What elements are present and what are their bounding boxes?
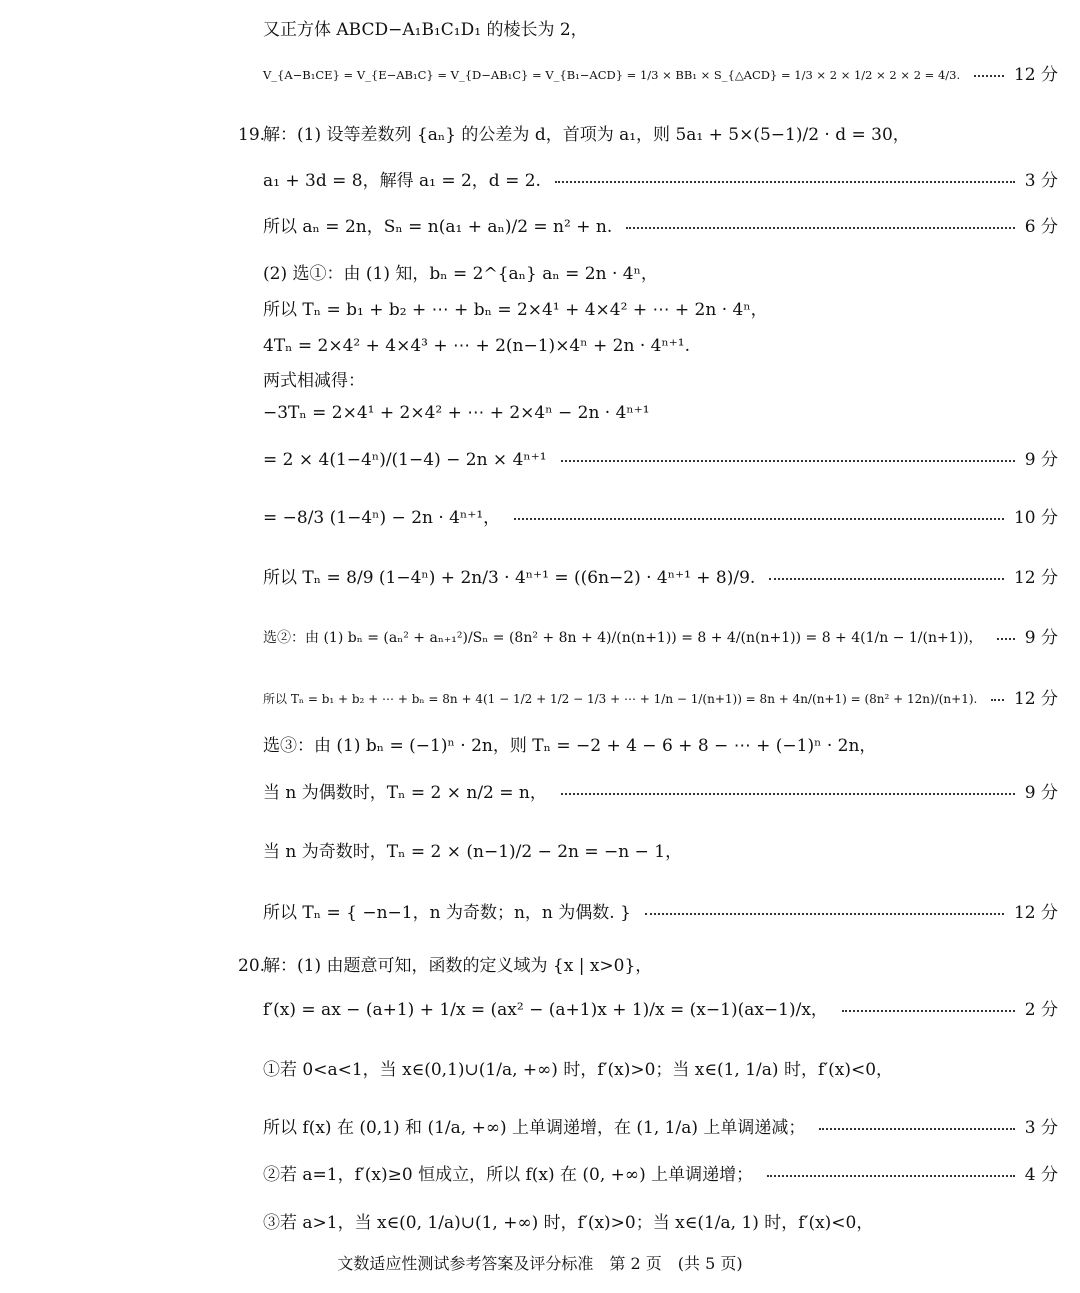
answer-line <box>0 55 1080 95</box>
dot-leader <box>819 1128 1015 1130</box>
score-label: 12 分 <box>1013 689 1058 709</box>
answer-text: f′(x) = ax − (a+1) + 1/x = (ax² − (a+1)x + 1)/x = (x−1)(ax−1)/x， <box>263 1000 828 1020</box>
page-footer: 文数适应性测试参考答案及评分标准 第 2 页 (共 5 页) <box>337 1254 743 1273</box>
answer-line <box>0 290 1080 330</box>
question-number: 20. <box>238 956 266 976</box>
answer-text: 所以 Tₙ = b₁ + b₂ + ⋯ + bₙ = 8n + 4(1 − 1/2 + 1/2 − 1/3 + ⋯ + 1/n − 1/(n+1)) = 8n + 4n/(n+1) = (8n² + 12n)/(n+1). <box>263 692 978 706</box>
score-label: 9 分 <box>1024 628 1058 648</box>
answer-text: 解：(1) 由题意可知，函数的定义域为 {x | x>0}， <box>263 956 653 976</box>
answer-line <box>0 618 1080 658</box>
dot-leader <box>561 460 1015 462</box>
score-label: 10 分 <box>1013 508 1058 528</box>
answer-text: a₁ + 3d = 8，解得 a₁ = 2，d = 2. <box>263 171 541 191</box>
answer-line <box>0 115 1080 155</box>
answer-text: ③若 a>1，当 x∈(0, 1/a)∪(1, +∞) 时，f′(x)>0；当 x∈(1/a, 1) 时，f′(x)<0， <box>263 1213 874 1233</box>
answer-line <box>0 558 1080 598</box>
answer-text: = −8/3 (1−4ⁿ) − 2n · 4ⁿ⁺¹， <box>263 508 501 528</box>
answer-line <box>0 254 1080 294</box>
answer-line <box>0 161 1080 201</box>
answer-text: 所以 f(x) 在 (0,1) 和 (1/a, +∞) 上单调递增，在 (1, 1/a) 上单调递减； <box>263 1118 806 1138</box>
score-label: 9 分 <box>1024 783 1058 803</box>
dot-leader <box>769 578 1004 580</box>
answer-line <box>0 679 1080 719</box>
dot-leader <box>626 227 1015 229</box>
dot-leader <box>555 181 1015 183</box>
answer-text: 所以 Tₙ = b₁ + b₂ + ⋯ + bₙ = 2×4¹ + 4×4² + ⋯ + 2n · 4ⁿ， <box>263 300 768 320</box>
dot-leader <box>514 518 1004 520</box>
answer-line <box>0 1155 1080 1195</box>
answer-line <box>0 893 1080 933</box>
question-number: 19. <box>238 125 266 145</box>
answer-text: V_{A−B₁CE} = V_{E−AB₁C} = V_{D−AB₁C} = V_{B₁−ACD} = 1/3 × BB₁ × S_{△ACD} = 1/3 × 2 × 1/2 × 2 × 2 = 4/3. <box>263 68 961 82</box>
answer-text: 选②：由 (1) bₙ = (aₙ² + aₙ₊₁²)/Sₙ = (8n² + 8n + 4)/(n(n+1)) = 8 + 4/(n(n+1)) = 8 + 4(1/n − 1/(n+1))， <box>263 630 983 646</box>
score-label: 9 分 <box>1024 450 1058 470</box>
answer-line <box>0 990 1080 1030</box>
dot-leader <box>974 75 1004 77</box>
score-label: 12 分 <box>1013 65 1058 85</box>
answer-line <box>0 440 1080 480</box>
answer-text: 两式相减得： <box>263 371 365 391</box>
answer-line <box>0 1050 1080 1090</box>
answer-text: 所以 aₙ = 2n，Sₙ = n(a₁ + aₙ)/2 = n² + n. <box>263 217 613 237</box>
answer-line <box>0 832 1080 872</box>
score-label: 2 分 <box>1024 1000 1058 1020</box>
score-label: 6 分 <box>1024 217 1058 237</box>
dot-leader <box>997 638 1015 640</box>
answer-line <box>0 773 1080 813</box>
answer-line <box>0 393 1080 433</box>
answer-text: 所以 Tₙ = 8/9 (1−4ⁿ) + 2n/3 · 4ⁿ⁺¹ = ((6n−2) · 4ⁿ⁺¹ + 8)/9. <box>263 568 756 588</box>
score-label: 12 分 <box>1013 568 1058 588</box>
dot-leader <box>991 699 1004 701</box>
dot-leader <box>561 793 1015 795</box>
score-label: 12 分 <box>1013 903 1058 923</box>
answer-text: −3Tₙ = 2×4¹ + 2×4² + ⋯ + 2×4ⁿ − 2n · 4ⁿ⁺¹ <box>263 403 650 423</box>
answer-text: 解：(1) 设等差数列 {aₙ} 的公差为 d，首项为 a₁，则 5a₁ + 5×(5−1)/2 · d = 30， <box>263 125 910 145</box>
score-label: 4 分 <box>1024 1165 1058 1185</box>
answer-text: 又正方体 ABCD−A₁B₁C₁D₁ 的棱长为 2， <box>263 20 588 40</box>
answer-line <box>0 726 1080 766</box>
dot-leader <box>842 1010 1015 1012</box>
answer-text: = 2 × 4(1−4ⁿ)/(1−4) − 2n × 4ⁿ⁺¹ <box>263 450 547 470</box>
answer-line <box>0 498 1080 538</box>
answer-text: 当 n 为奇数时，Tₙ = 2 × (n−1)/2 − 2n = −n − 1， <box>263 842 683 862</box>
answer-text: (2) 选①：由 (1) 知，bₙ = 2^{aₙ} aₙ = 2n · 4ⁿ， <box>263 264 658 284</box>
answer-text: ①若 0<a<1，当 x∈(0,1)∪(1/a, +∞) 时，f′(x)>0；当 x∈(1, 1/a) 时，f′(x)<0， <box>263 1060 894 1080</box>
answer-line <box>0 1203 1080 1243</box>
answer-text: 所以 Tₙ = { −n−1，n 为奇数；n，n 为偶数. } <box>263 903 631 923</box>
dot-leader <box>767 1175 1015 1177</box>
answer-line <box>0 1108 1080 1148</box>
answer-line <box>0 326 1080 366</box>
score-label: 3 分 <box>1024 171 1058 191</box>
dot-leader <box>645 913 1004 915</box>
answer-text: ②若 a=1，f′(x)≥0 恒成立，所以 f(x) 在 (0, +∞) 上单调递增； <box>263 1165 754 1185</box>
answer-line <box>0 946 1080 986</box>
answer-line <box>0 207 1080 247</box>
score-label: 3 分 <box>1024 1118 1058 1138</box>
answer-text: 4Tₙ = 2×4² + 4×4³ + ⋯ + 2(n−1)×4ⁿ + 2n · 4ⁿ⁺¹. <box>263 336 690 356</box>
answer-text: 当 n 为偶数时，Tₙ = 2 × n/2 = n， <box>263 783 547 803</box>
answer-line <box>0 10 1080 50</box>
answer-text: 选③：由 (1) bₙ = (−1)ⁿ · 2n，则 Tₙ = −2 + 4 − 6 + 8 − ⋯ + (−1)ⁿ · 2n， <box>263 736 877 756</box>
